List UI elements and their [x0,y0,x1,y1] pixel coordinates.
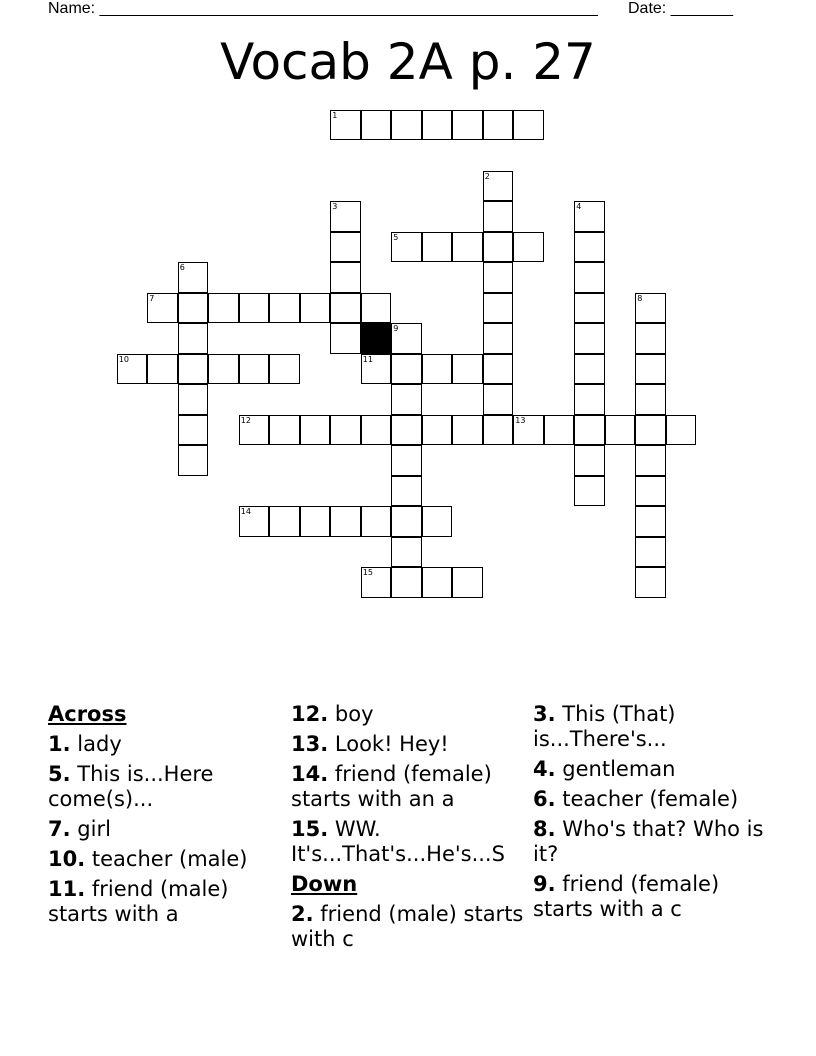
clue-item-number: 7. [48,817,71,841]
grid-cell[interactable] [483,232,514,263]
grid-cell[interactable] [635,567,666,598]
clue-number: 14 [240,507,251,517]
grid-cell[interactable] [178,415,209,446]
grid-cell[interactable] [269,506,300,537]
grid-cell[interactable] [483,171,514,202]
grid-cell[interactable] [635,445,666,476]
grid-cell[interactable] [605,415,636,446]
grid-cell[interactable] [361,110,392,141]
clue-item-text: teacher (male) [91,847,248,871]
clue-item [48,877,284,927]
grid-cell[interactable] [513,232,544,263]
grid-cell[interactable] [391,354,422,385]
grid-cell[interactable] [422,567,453,598]
grid-cell[interactable] [330,232,361,263]
clue-item-number: 3. [533,702,556,726]
clue-item-number: 8. [533,817,556,841]
grid-cell[interactable] [391,384,422,415]
grid-cell[interactable] [391,476,422,507]
grid-cell[interactable] [178,354,209,385]
grid-cell[interactable] [239,506,270,537]
clue-item [533,757,773,782]
clue-number: 7 [149,293,155,303]
clue-heading: Down [291,872,358,896]
clue-column-3 [533,702,773,927]
grid-cell[interactable] [483,110,514,141]
clue-number: 12 [240,415,251,425]
puzzle-title: Vocab 2A p. 27 [220,33,596,91]
grid-cell[interactable] [391,567,422,598]
grid-cell[interactable] [483,384,514,415]
grid-cell[interactable] [178,445,209,476]
clue-number: 13 [515,415,526,425]
grid-cell[interactable] [635,293,666,324]
grid-cell[interactable] [391,232,422,263]
grid-cell[interactable] [361,567,392,598]
grid-cell[interactable] [178,293,209,324]
grid-cell[interactable] [178,384,209,415]
grid-cell[interactable] [452,110,483,141]
clue-item-text: boy [334,702,374,726]
clue-column-2 [291,702,527,957]
clue-number: 8 [637,293,643,303]
grid-cell[interactable] [239,293,270,324]
clue-item [48,847,284,872]
clue-item-number: 11. [48,877,86,901]
grid-cell[interactable] [422,232,453,263]
clue-item-number: 2. [291,902,314,926]
clue-item-text: friend (female) starts with an a [291,762,492,811]
grid-cell[interactable] [391,110,422,141]
clue-number: 15 [362,568,373,578]
grid-cell[interactable] [513,415,544,446]
grid-cell[interactable] [239,415,270,446]
clue-item [533,817,773,867]
grid-cell[interactable] [483,201,514,232]
grid-cell[interactable] [361,415,392,446]
grid-cell[interactable] [422,110,453,141]
grid-cell[interactable] [269,415,300,446]
grid-cell[interactable] [117,354,148,385]
grid-cell[interactable] [269,354,300,385]
grid-cell[interactable] [239,354,270,385]
date-line[interactable]: Date: _______ [628,0,733,17]
clue-item-text: Who's that? Who is it? [533,817,764,866]
clue-item-text: teacher (female) [562,787,739,811]
grid-cell[interactable] [635,506,666,537]
clue-item-number: 1. [48,732,71,756]
clue-item [533,787,773,812]
grid-cell[interactable] [330,110,361,141]
clue-item-text: lady [77,732,122,756]
grid-cell[interactable] [635,476,666,507]
clue-number: 11 [362,354,373,364]
grid-cell[interactable] [391,415,422,446]
grid-cell[interactable] [300,506,331,537]
grid-cell[interactable] [574,232,605,263]
grid-cell[interactable] [361,293,392,324]
clue-item-text: girl [77,817,111,841]
grid-cell[interactable] [208,354,239,385]
grid-cell[interactable] [330,506,361,537]
grid-cell[interactable] [574,293,605,324]
grid-cell[interactable] [178,262,209,293]
clue-number: 3 [332,202,338,212]
grid-cell[interactable] [391,323,422,354]
grid-cell[interactable] [574,384,605,415]
grid-cell[interactable] [422,415,453,446]
clue-item-text: friend (female) starts with a c [533,872,720,921]
grid-cell[interactable] [452,567,483,598]
grid-cell[interactable] [300,293,331,324]
clue-item [533,702,773,752]
clue-item-text: This is...Here come(s)... [48,762,214,811]
grid-block [361,323,392,354]
clue-item-number: 4. [533,757,556,781]
grid-cell[interactable] [361,354,392,385]
clue-item-text: gentleman [562,757,676,781]
grid-cell[interactable] [208,293,239,324]
clue-item-number: 10. [48,847,86,871]
grid-cell[interactable] [391,537,422,568]
grid-cell[interactable] [422,506,453,537]
clue-item-number: 9. [533,872,556,896]
clue-item-text: WW. It's...That's...He's...S [291,817,505,866]
clue-heading: Across [48,702,127,726]
grid-cell[interactable] [635,323,666,354]
clue-item [533,872,773,922]
grid-cell[interactable] [544,415,575,446]
clue-number: 5 [393,232,399,242]
grid-cell[interactable] [574,262,605,293]
grid-cell[interactable] [513,110,544,141]
clue-item [48,817,284,842]
grid-cell[interactable] [574,476,605,507]
grid-cell[interactable] [391,506,422,537]
grid-cell[interactable] [635,384,666,415]
clue-item-number: 12. [291,702,329,726]
grid-cell[interactable] [635,354,666,385]
clue-item [291,902,527,952]
grid-cell[interactable] [391,445,422,476]
name-line[interactable]: Name: ________________________________________________________ [48,0,598,17]
grid-cell[interactable] [330,201,361,232]
clue-item-number: 5. [48,762,71,786]
clue-number: 2 [484,171,490,181]
clue-item [48,762,284,812]
grid-cell[interactable] [361,506,392,537]
grid-cell[interactable] [330,323,361,354]
clue-number: 6 [179,263,185,273]
grid-cell[interactable] [483,323,514,354]
grid-cell[interactable] [452,354,483,385]
clue-item-text: friend (male) starts with c [291,902,524,951]
clue-item-number: 6. [533,787,556,811]
grid-cell[interactable] [574,445,605,476]
clue-number: 10 [118,354,129,364]
clue-item [291,762,527,812]
clue-item-number: 15. [291,817,329,841]
grid-cell[interactable] [330,415,361,446]
grid-cell[interactable] [574,354,605,385]
clue-number: 9 [393,324,399,334]
grid-cell[interactable] [635,415,666,446]
clue-item [291,817,527,867]
grid-cell[interactable] [330,262,361,293]
grid-cell[interactable] [147,354,178,385]
grid-cell[interactable] [452,232,483,263]
grid-cell[interactable] [483,293,514,324]
grid-cell[interactable] [574,323,605,354]
grid-cell[interactable] [452,415,483,446]
clue-item-text: Look! Hey! [334,732,449,756]
grid-cell[interactable] [300,415,331,446]
grid-cell[interactable] [422,354,453,385]
grid-cell[interactable] [483,262,514,293]
clue-item [48,732,284,757]
clue-number: 1 [332,110,338,120]
grid-cell[interactable] [330,293,361,324]
clue-column-1 [48,702,284,932]
clue-item-text: This (That) is...There's... [533,702,676,751]
clue-number: 4 [576,202,582,212]
grid-cell[interactable] [635,537,666,568]
grid-cell[interactable] [574,415,605,446]
clue-item-number: 13. [291,732,329,756]
grid-cell[interactable] [483,354,514,385]
grid-cell[interactable] [574,201,605,232]
clue-item-text: friend (male) starts with a [48,877,229,926]
clue-item [291,732,527,757]
grid-cell[interactable] [269,293,300,324]
grid-cell[interactable] [666,415,697,446]
clue-item-number: 14. [291,762,329,786]
grid-cell[interactable] [483,415,514,446]
grid-cell[interactable] [147,293,178,324]
clue-item [291,702,527,727]
grid-cell[interactable] [178,323,209,354]
